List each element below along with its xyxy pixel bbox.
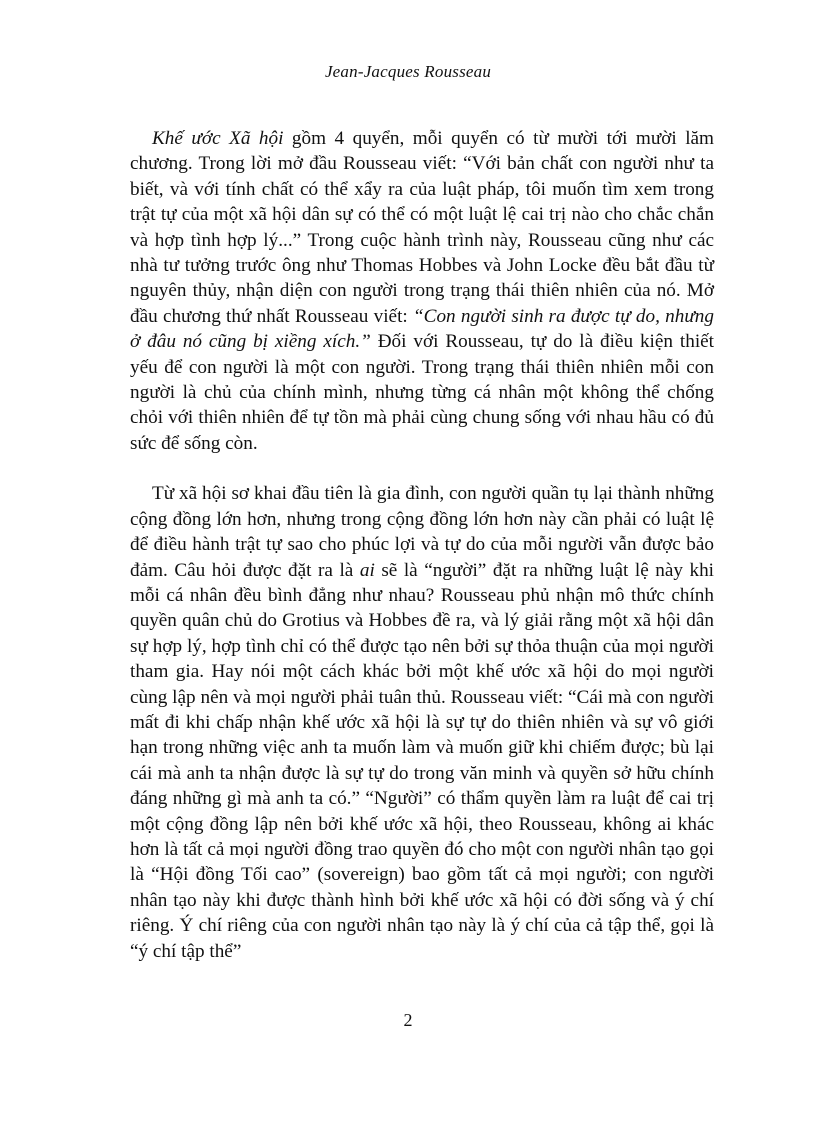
paragraph-2-text-a: Từ xã hội sơ khai đầu tiên là gia đình, con người quần tụ lại thành những cộng đồng lớn hơn, nhưng trong cộng đồng lớn hơn này cần phải có luật lệ để điều hành trật tự sao cho phúc lợi và tự do của mỗi người vẫn được bảo đảm. Câu hỏi được đặt ra là: [130, 483, 714, 581]
paragraph-1-text-b: Đối với Rousseau, tự do là điều kiện thiết yếu để con người là một con người. Trong trạng thái thiên nhiên mỗi con người là chủ của chính mình, nhưng từng cá nhân một không thể chống chỏi với thiên nhiên để tự tồn mà phải cùng chung sống với nhau hầu có đủ sức để sống còn.: [130, 331, 714, 454]
running-header: Jean-Jacques Rousseau: [324, 62, 492, 81]
paragraph-1-text-a: gồm 4 quyển, mỗi quyển có từ mười tới mười lăm chương. Trong lời mở đầu Rousseau viết: “Với bản chất con người như ta biết, và với tính chất có thể xẩy ra của luật pháp, tôi muốn tìm xem trong trật tự của một xã hội dân sự có thể có một luật lệ cai trị nào cho chắc chắn và hợp tình hợp lý...” Trong cuộc hành trình này, Rousseau cũng như các nhà tư tưởng trước ông như Thomas Hobbes và John Locke đều bắt đầu từ nguyên thủy, nhận diện con người trong trạng thái thiên nhiên của nó. Mở đầu chương thứ nhất Rousseau viết:: [130, 128, 714, 327]
paragraph-2-text-b: sẽ là “người” đặt ra những luật lệ này khi mỗi cá nhân đều bình đẳng như nhau? Rousseau phủ nhận mô thức chính quyền quân chủ do Grotius và Hobbes đề ra, và lý giải rằng một xã hội dân sự hợp lý, hợp tình chỉ có thể được tạo nên bởi sự thỏa thuận của mọi người tham gia. Hay nói một cách khác bởi một khế ước xã hội do mọi người cùng lập nên và mọi người phải tuân thủ. Rousseau viết: “Cái mà con người mất đi khi chấp nhận khế ước xã hội là sự tự do thiên nhiên và sự vô giới hạn trong những việc anh ta muốn làm và muốn giữ khi chiếm được; bù lại cái mà anh ta nhận được là sự tự do trong văn minh và quyền sở hữu chính đáng những gì mà anh ta có.” “Người” có thẩm quyền làm ra luật để cai trị một cộng đồng lập nên bởi khế ước xã hội, theo Rousseau, không ai khác hơn là tất cả mọi người đồng trao quyền đó cho một con người nhân tạo gọi là “Hội đồng Tối cao” (sovereign) bao gồm tất cả mọi người; con người nhân tạo này khi được thành hình bởi khế ước xã hội có đời sống và ý chí riêng. Ý chí riêng của con người nhân tạo này là ý chí của cả tập thể, gọi là “ý chí tập thể”: [130, 559, 715, 962]
quote-italic: “Con người sinh ra được tự do, nhưng ở đâu nó cũng bị xiềng xích.”: [130, 305, 714, 353]
body-text: [130, 126, 714, 964]
book-title-italic: Khế ước Xã hội: [152, 128, 284, 149]
paragraph-2: [130, 481, 714, 964]
paragraph-1: [130, 126, 714, 456]
page-number: 2: [403, 1010, 413, 1030]
ai-italic: ai: [359, 559, 375, 581]
